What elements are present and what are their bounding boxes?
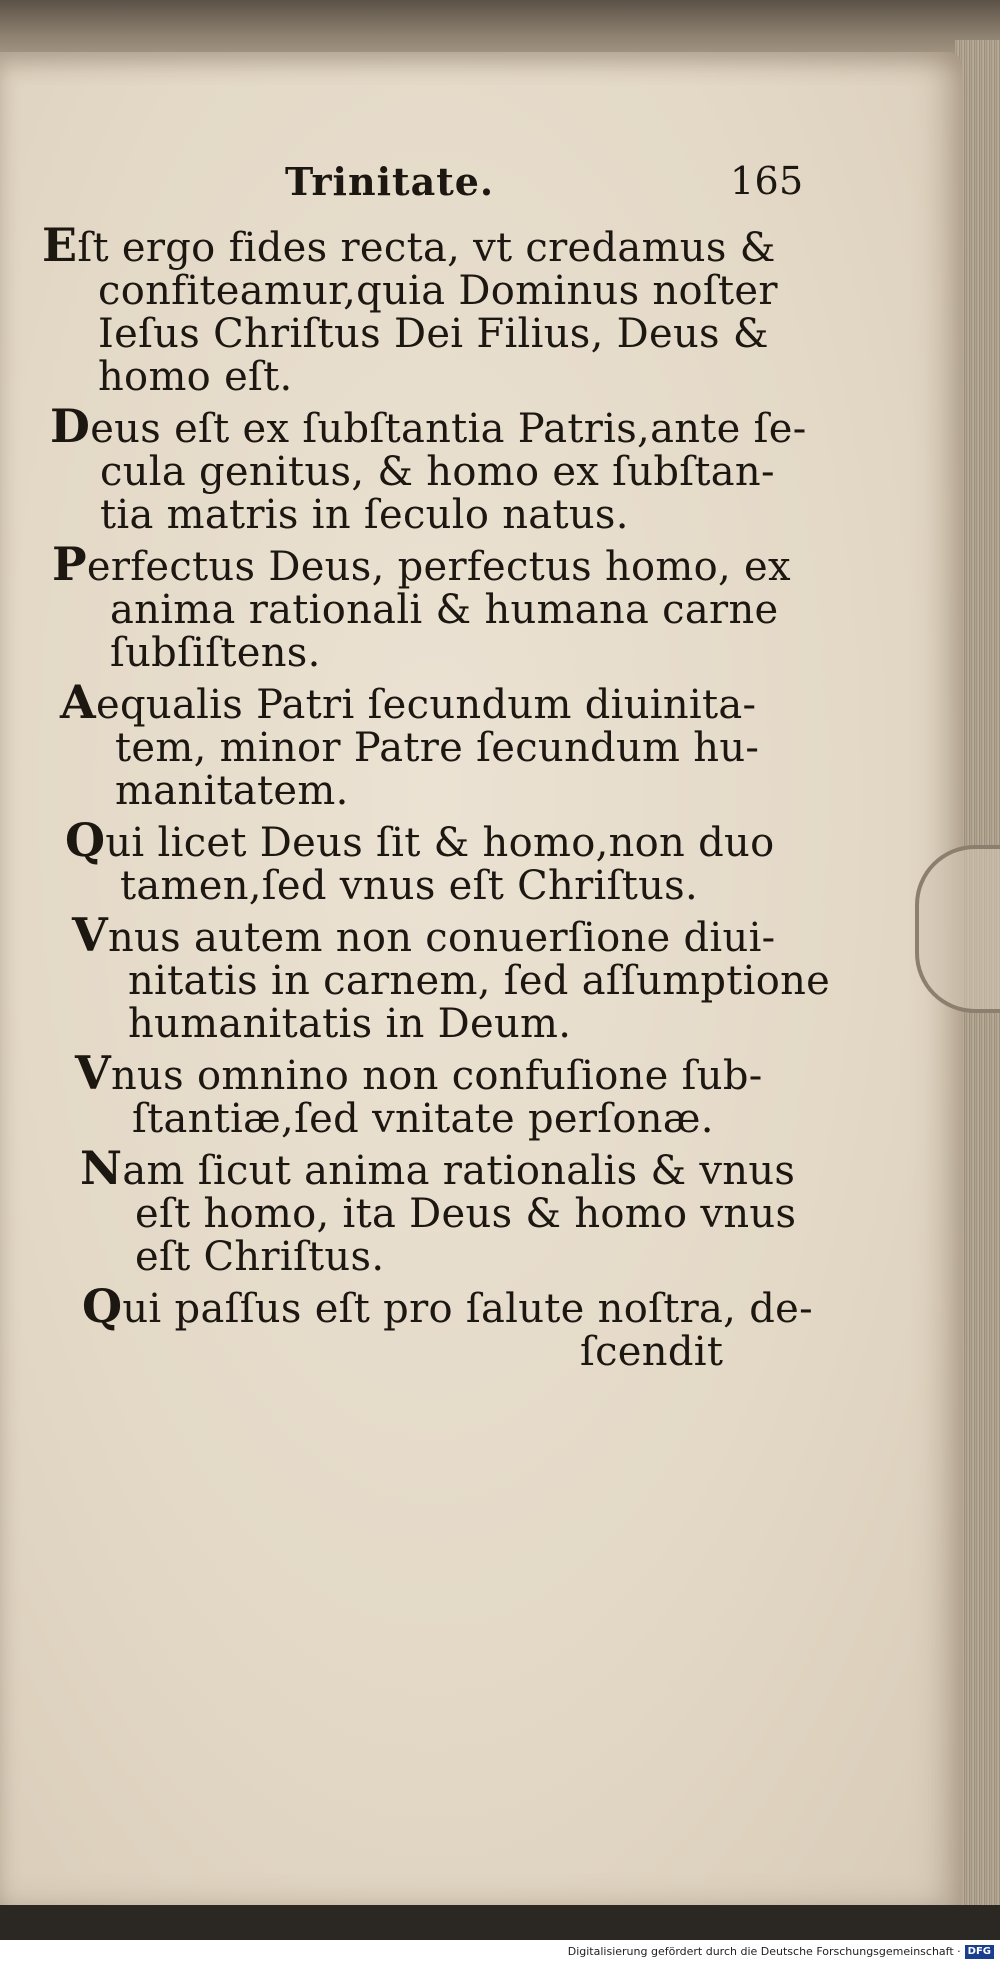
verse-line: homo eſt.	[98, 354, 293, 400]
verse-first-line: Vnus omnino non confuſione ſub-	[75, 1046, 763, 1100]
verse-line: humanitatis in Deum.	[128, 1001, 572, 1047]
verse-line: tia matris in ſeculo natus.	[100, 492, 629, 538]
verse-line: eſt Chriſtus.	[135, 1234, 385, 1280]
verse-line: anima rationali & humana carne	[110, 587, 779, 633]
verse-line: ſtantiæ,ſed vnitate perſonæ.	[132, 1096, 714, 1142]
page-number: 165	[730, 159, 804, 203]
verse	[40, 908, 860, 1047]
verse-line: Ieſus Chriſtus Dei Filius, Deus &	[98, 311, 769, 357]
initial-letter: E	[42, 218, 78, 272]
verse	[40, 1141, 860, 1280]
verse	[40, 813, 860, 909]
verse-line: tamen,ſed vnus eſt Chriſtus.	[120, 863, 698, 909]
catchword: ſcendit	[580, 1329, 724, 1375]
verse-first-line: Aequalis Patri ſecundum diuinita-	[60, 675, 757, 729]
verse-line: ſubſiſtens.	[110, 630, 321, 676]
verse-line: confiteamur,quia Dominus noſter	[98, 268, 778, 314]
initial-letter: A	[60, 675, 96, 729]
digitization-footer	[0, 1940, 1000, 1963]
page-tab-marker	[915, 845, 1000, 1013]
verse-line: tem, minor Patre ſecundum hu-	[115, 725, 760, 771]
verse-first-line: Deus eſt ex ſubſtantia Patris,ante ſe-	[50, 399, 807, 453]
verse-first-line: Qui paſſus eſt pro ſalute noſtra, de-	[82, 1279, 813, 1333]
footer-credit: Digitalisierung gefördert durch die Deutsche Forschungsgemeinschaft ·	[567, 1945, 961, 1958]
book-bottom-edge	[0, 1905, 1000, 1940]
initial-letter: N	[80, 1141, 123, 1195]
dfg-logo-icon: DFG	[965, 1945, 994, 1959]
verse-first-line: Eſt ergo fides recta, vt credamus &	[42, 218, 776, 272]
initial-letter: V	[72, 908, 108, 962]
initial-letter: V	[75, 1046, 111, 1100]
verse	[40, 675, 860, 814]
verse	[40, 537, 860, 676]
initial-letter: P	[52, 537, 87, 591]
verse-first-line: Nam ſicut anima rationalis & vnus	[80, 1141, 796, 1195]
verse-first-line: Vnus autem non conuerſione diui-	[72, 908, 776, 962]
initial-letter: Q	[65, 813, 106, 867]
running-head: Trinitate.	[285, 159, 495, 204]
verse	[40, 399, 860, 538]
initial-letter: D	[50, 399, 91, 453]
initial-letter: Q	[82, 1279, 123, 1333]
page-header	[40, 160, 860, 224]
verse-line: manitatem.	[115, 768, 349, 814]
verse-line: cula genitus, & homo ex ſubſtan-	[100, 449, 775, 495]
verse-first-line: Perfectus Deus, perfectus homo, ex	[52, 537, 791, 591]
verse	[40, 1046, 860, 1142]
verse	[40, 218, 860, 400]
verse-line: nitatis in carnem, ſed aſſumptione	[128, 958, 831, 1004]
verse	[40, 1279, 860, 1375]
verse-first-line: Qui licet Deus ſit & homo,non duo	[65, 813, 775, 867]
page-text	[40, 160, 860, 1380]
verse-line: eſt homo, ita Deus & homo vnus	[135, 1191, 797, 1237]
